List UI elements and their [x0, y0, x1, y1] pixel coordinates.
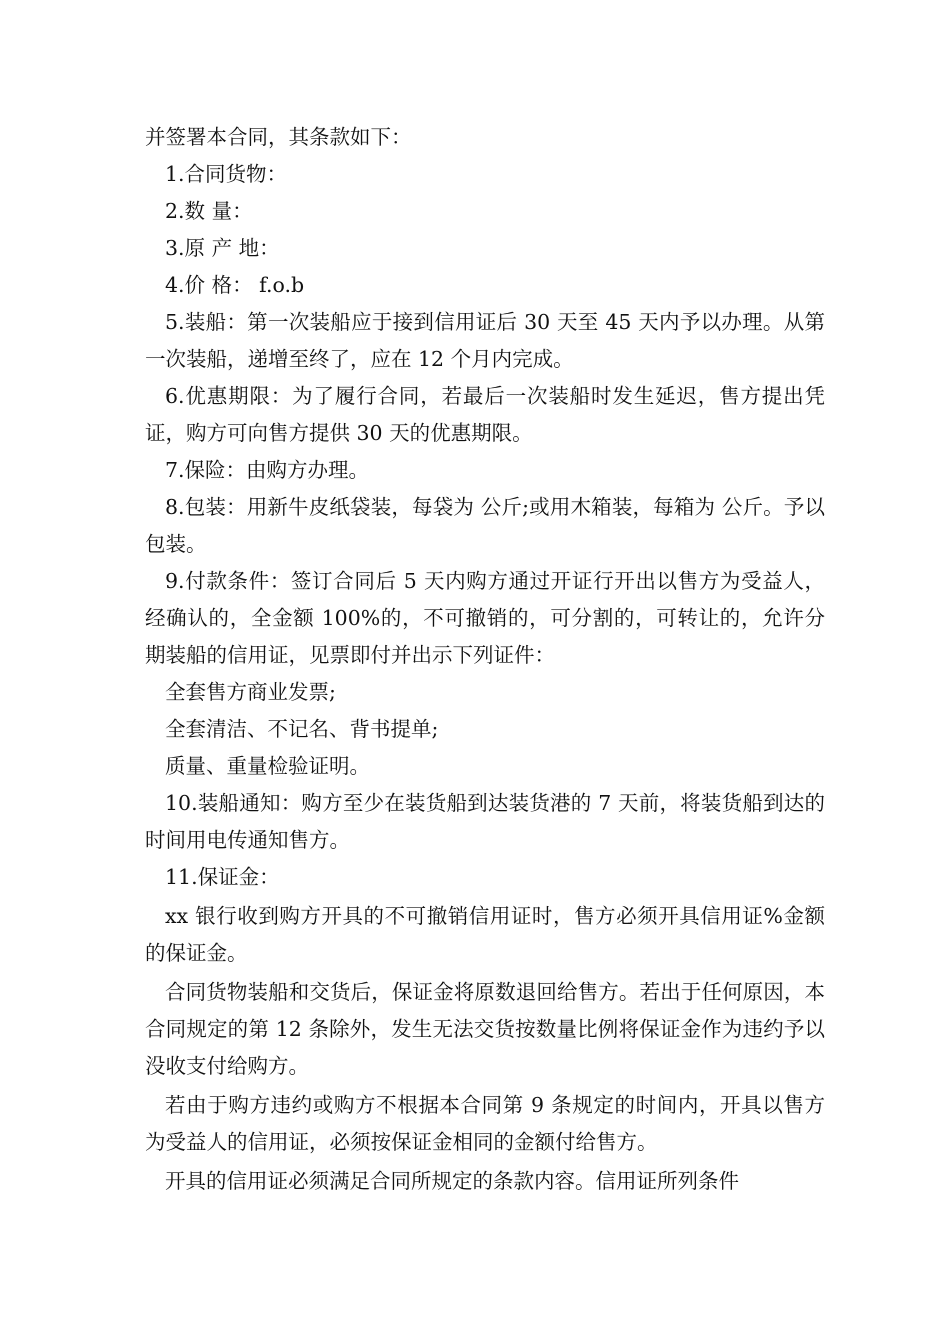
document-body [145, 119, 825, 1200]
clause-1-goods: 1.合同货物： [165, 162, 288, 186]
deposit-paragraph-1: xx 银行收到购方开具的不可撤销信用证时，售方必须开具信用证%金额的保证金。 [145, 904, 825, 965]
clause-10-shipping-notice: 10.装船通知：购方至少在装货船到达装货港的 7 天前，将装货船到达的时间用电传通知售方。 [145, 791, 825, 852]
clause-4-price: 4.价 格： f.o.b [165, 273, 305, 297]
deposit-paragraph-4: 开具的信用证必须满足合同所规定的条款内容。信用证所列条件 [165, 1169, 739, 1193]
clause-9-payment: 9.付款条件：签订合同后 5 天内购方通过开证行开出以售方为受益人，经确认的，全金额 100%的，不可撤销的，可分割的，可转让的，允许分期装船的信用证，见票即付并出示下列证件： [145, 569, 825, 667]
clause-6-grace-period: 6.优惠期限：为了履行合同，若最后一次装船时发生延迟，售方提出凭证，购方可向售方提供 30 天的优惠期限。 [145, 384, 825, 445]
intro-line: 并签署本合同，其条款如下： [145, 125, 412, 149]
deposit-paragraph-2: 合同货物装船和交货后，保证金将原数退回给售方。若出于任何原因，本合同规定的第 12 条除外，发生无法交货按数量比例将保证金作为违约予以没收支付给购方。 [145, 980, 825, 1078]
payment-doc-inspection: 质量、重量检验证明。 [165, 754, 370, 778]
deposit-paragraph-3: 若由于购方违约或购方不根据本合同第 9 条规定的时间内，开具以售方为受益人的信用证，必须按保证金相同的金额付给售方。 [145, 1093, 825, 1154]
clause-11-deposit: 11.保证金： [165, 865, 280, 889]
clause-8-packing: 8.包装：用新牛皮纸袋装，每袋为 公斤;或用木箱装，每箱为 公斤。予以包装。 [145, 495, 825, 556]
clause-3-origin: 3.原 产 地： [165, 236, 280, 260]
clause-7-insurance: 7.保险：由购方办理。 [165, 458, 370, 482]
payment-doc-invoice: 全套售方商业发票; [165, 680, 336, 704]
payment-doc-bill-of-lading: 全套清洁、不记名、背书提单; [165, 717, 439, 741]
clause-2-quantity: 2.数 量： [165, 199, 253, 223]
clause-5-shipment: 5.装船：第一次装船应于接到信用证后 30 天至 45 天内予以办理。从第一次装船，递增至终了，应在 12 个月内完成。 [145, 310, 825, 371]
